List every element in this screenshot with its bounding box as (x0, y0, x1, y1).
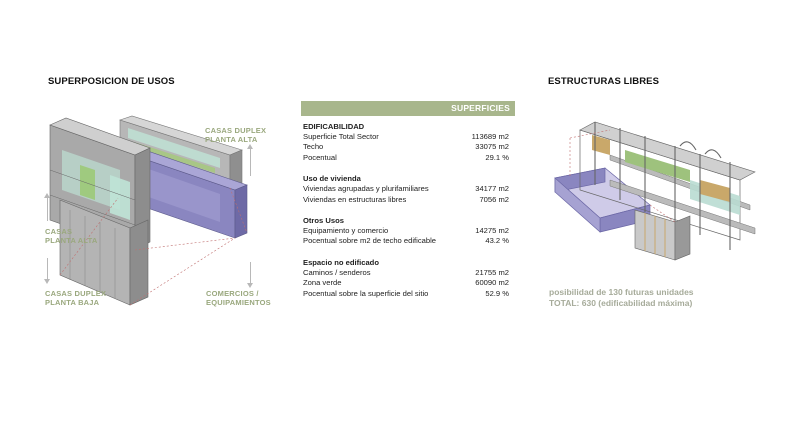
annotation-casas-planta-alta (45, 227, 97, 245)
row-label: Techo (303, 142, 324, 152)
table-header: SUPERFICIES (301, 101, 515, 116)
note-line: TOTAL: 630 (edificabilidad máxima) (549, 297, 693, 308)
row-value: 113689 m2 (471, 132, 509, 141)
table-row (301, 184, 515, 194)
row-label: Viviendas agrupadas y plurifamiliares (303, 184, 429, 194)
table-row (301, 268, 515, 278)
annotation-casas-duplex-alta (205, 126, 266, 144)
row-label: Equipamiento y comercio (303, 225, 389, 235)
annotation-line: PLANTA ALTA (45, 236, 98, 245)
right-section-title: ESTRUCTURAS LIBRES (548, 76, 660, 87)
row-value: 21755 m2 (475, 267, 509, 277)
surfaces-table (301, 101, 515, 299)
table-row (301, 132, 515, 142)
annotation-line: CASAS DUPLEX (45, 289, 107, 298)
group-title: EDIFICABILIDAD (303, 122, 365, 131)
arrow-down-icon (47, 258, 48, 280)
row-label: Zona verde (303, 278, 342, 288)
table-group (301, 215, 515, 247)
group-title: Otros Usos (303, 215, 344, 225)
row-value: 7056 m2 (479, 194, 509, 204)
table-group (301, 257, 515, 299)
row-label: Viviendas en estructuras libres (303, 194, 407, 204)
row-label: Pocentual sobre m2 de techo edificable (303, 236, 436, 246)
row-label: Superficie Total Sector (303, 132, 379, 141)
table-row (301, 226, 515, 236)
group-title: Uso de vivienda (303, 174, 361, 184)
row-label: Pocentual (303, 152, 337, 162)
table-group (301, 173, 515, 205)
annotation-line: PLANTA ALTA (205, 135, 258, 144)
table-row (301, 278, 515, 288)
arrow-up-icon (250, 148, 251, 176)
annotation-line: CASAS (45, 227, 73, 236)
group-title: Espacio no edificado (303, 257, 379, 267)
annotation-line: CASAS DUPLEX (205, 126, 267, 135)
annotation-comercios (206, 289, 271, 307)
annotation-line: COMERCIOS / (206, 289, 259, 298)
table-row (301, 289, 515, 299)
arrow-down-icon (250, 262, 251, 284)
left-section-title: SUPERPOSICION DE USOS (48, 76, 175, 87)
table-row (301, 236, 515, 246)
arrow-up-icon (47, 197, 48, 221)
table-row (301, 195, 515, 205)
table-row (301, 142, 515, 152)
annotation-casas-duplex-baja (45, 289, 106, 307)
table-group (301, 121, 515, 163)
row-label: Pocentual sobre la superficie del sitio (303, 288, 429, 298)
row-value: 52.9 % (485, 288, 509, 298)
lower-housing-block (635, 210, 690, 260)
annotation-line: EQUIPAMIENTOS (206, 298, 271, 307)
row-value: 34177 m2 (475, 184, 509, 194)
row-value: 14275 m2 (475, 225, 509, 235)
row-value: 60090 m2 (475, 278, 509, 288)
row-value: 29.1 % (485, 152, 509, 162)
row-value: 43.2 % (485, 236, 509, 246)
annotation-line: PLANTA BAJA (45, 298, 100, 307)
free-structures-diagram (550, 110, 770, 280)
capacity-note (549, 287, 694, 308)
row-value: 33075 m2 (475, 142, 509, 152)
row-label: Caminos / senderos (303, 267, 371, 277)
note-line: posibilidad de 130 futuras unidades (549, 287, 694, 297)
table-row (301, 153, 515, 163)
